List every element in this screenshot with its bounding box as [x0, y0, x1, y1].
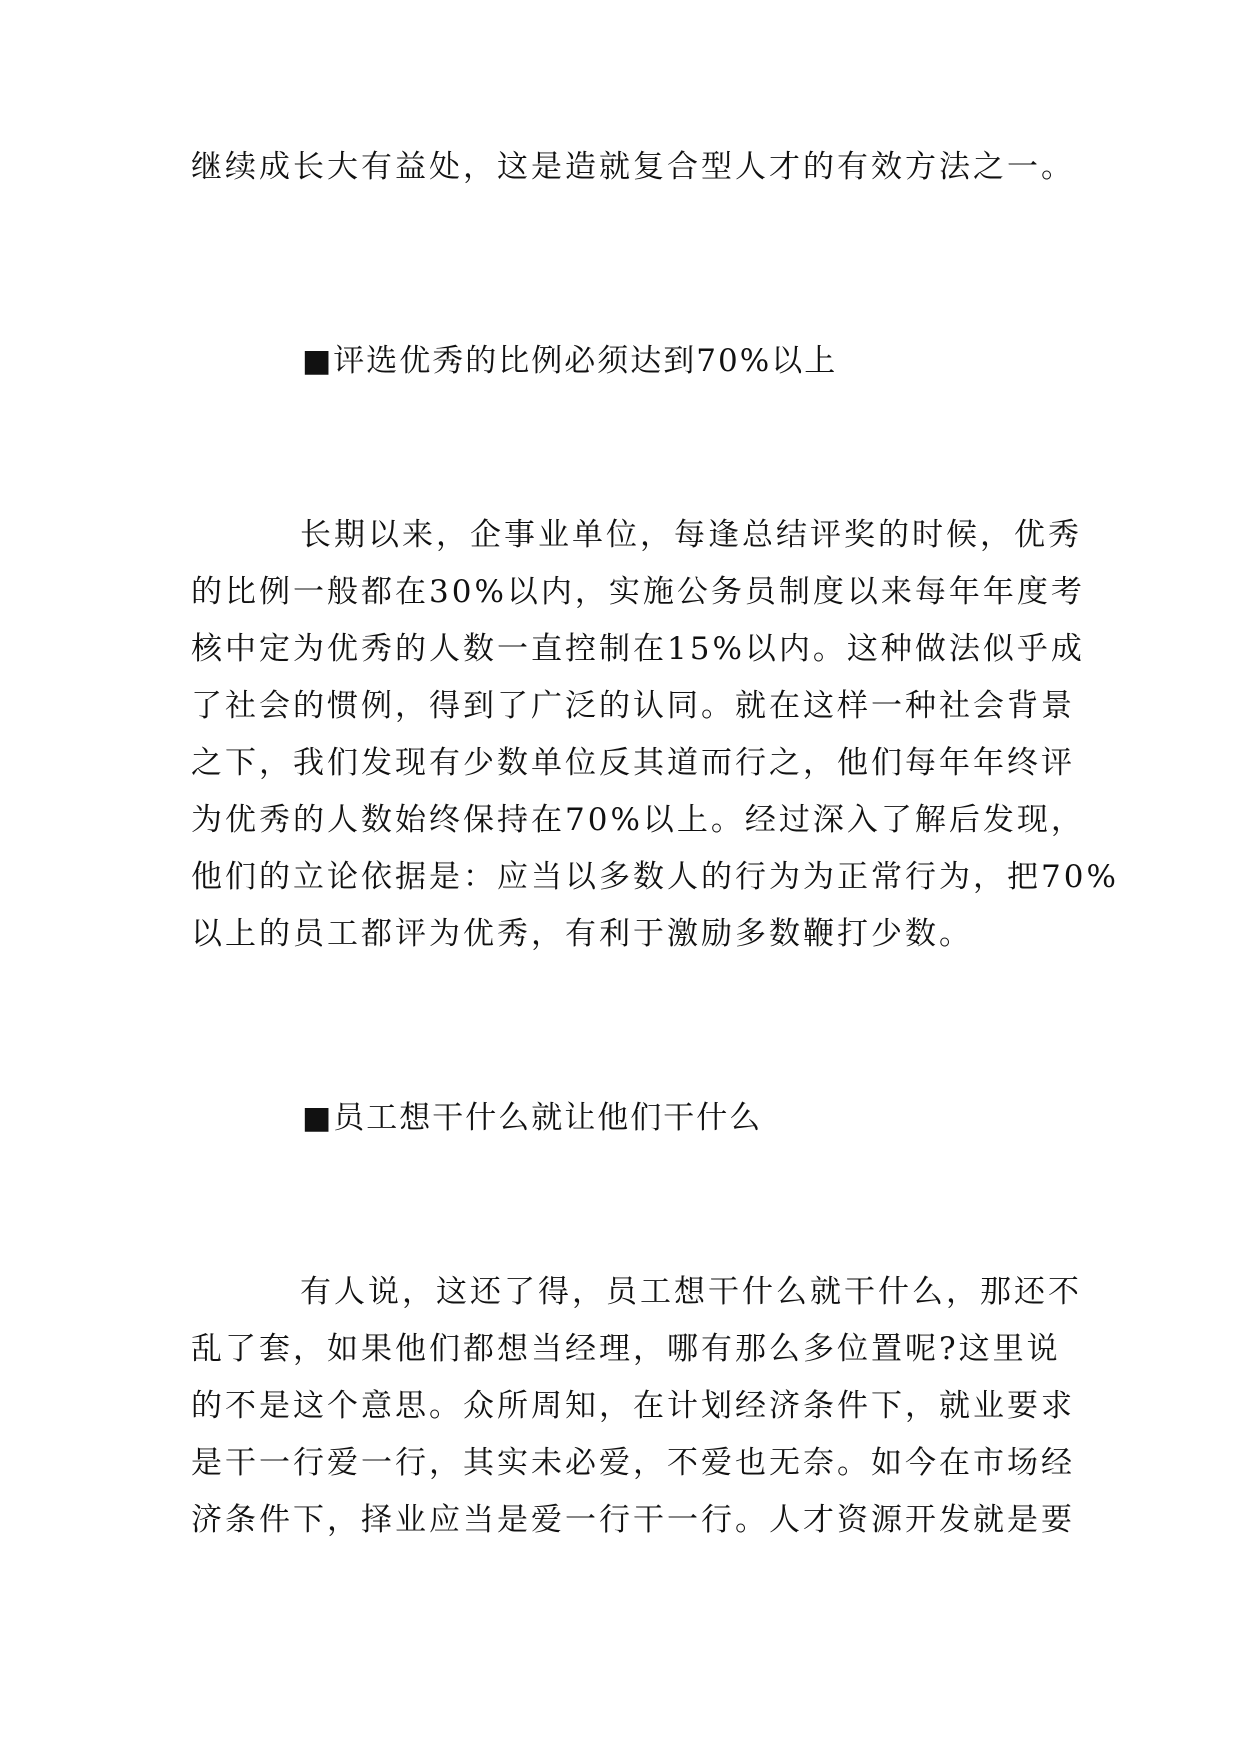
paragraph-line: 有人说，这还了得，员工想干什么就干什么，那还不: [300, 1274, 1082, 1310]
paragraph-line: 的比例一般都在30%以内，实施公务员制度以来每年年度考: [191, 574, 1085, 610]
paragraph-line: 之下，我们发现有少数单位反其道而行之，他们每年年终评: [191, 745, 1075, 781]
paragraph-line: 他们的立论依据是：应当以多数人的行为为正常行为，把70%: [191, 859, 1119, 895]
paragraph-line: 核中定为优秀的人数一直控制在15%以内。这种做法似乎成: [191, 631, 1085, 667]
paragraph-line: 了社会的惯例，得到了广泛的认同。就在这样一种社会背景: [191, 688, 1075, 724]
carryover-line: 继续成长大有益处，这是造就复合型人才的有效方法之一。: [191, 149, 1075, 185]
paragraph-line: 为优秀的人数始终保持在70%以上。经过深入了解后发现，: [191, 802, 1085, 838]
paragraph-line: 长期以来，企事业单位，每逢总结评奖的时候，优秀: [300, 517, 1082, 553]
paragraph-line: 的不是这个意思。众所周知，在计划经济条件下，就业要求: [191, 1388, 1075, 1424]
section-heading-employee-choice: ■员工想干什么就让他们干什么: [302, 1100, 763, 1136]
section-heading-excellence-ratio: ■评选优秀的比例必须达到70%以上: [302, 343, 838, 379]
paragraph-line: 济条件下，择业应当是爱一行干一行。人才资源开发就是要: [191, 1502, 1075, 1538]
paragraph-line: 以上的员工都评为优秀，有利于激励多数鞭打少数。: [191, 916, 973, 952]
paragraph-line: 是干一行爱一行，其实未必爱，不爱也无奈。如今在市场经: [191, 1445, 1075, 1481]
paragraph-line: 乱了套，如果他们都想当经理，哪有那么多位置呢?这里说: [191, 1331, 1061, 1367]
